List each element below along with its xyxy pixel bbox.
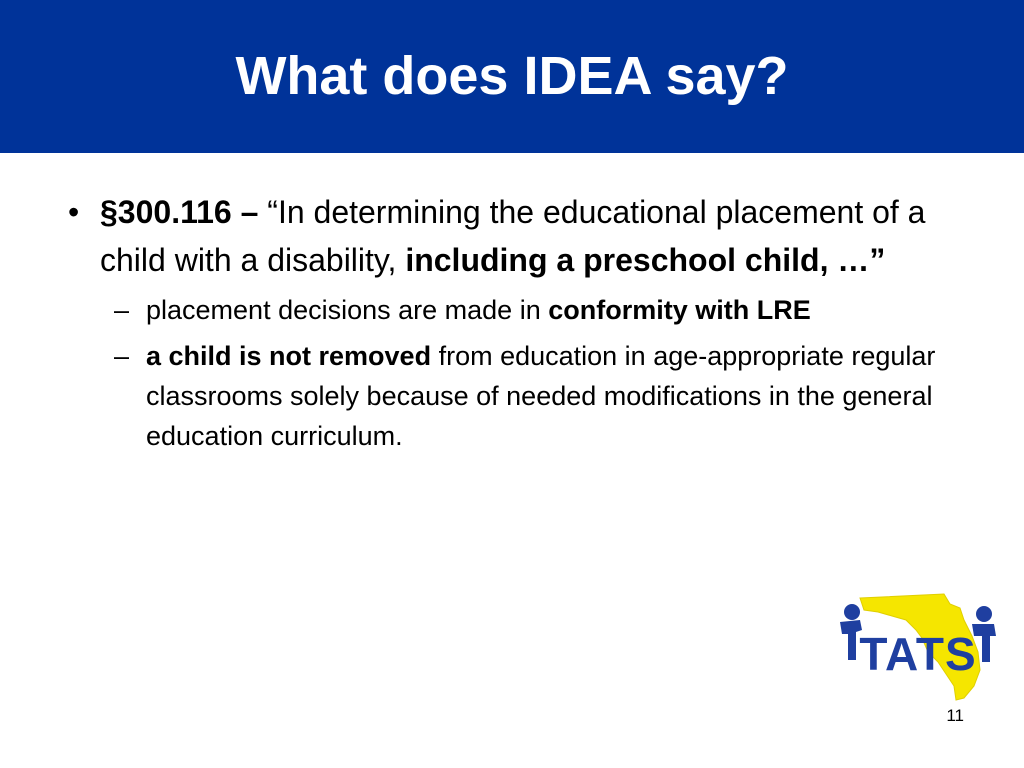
- sub-bullet-emphasis: conformity with LRE: [548, 295, 811, 325]
- dash-marker: –: [114, 295, 130, 325]
- slide-content: [64, 188, 944, 462]
- page-number: 11: [946, 706, 964, 725]
- sub-bullet-not-removed: [64, 336, 944, 456]
- bullet-marker: •: [68, 194, 80, 230]
- quote-emphasis: including a preschool child, …”: [405, 242, 886, 278]
- section-reference: §300.116 –: [100, 194, 259, 230]
- sub-bullet-text: from education in age-appropriate regular classrooms solely because of needed modifications in the general education curriculum.: [146, 341, 936, 451]
- dash-marker: –: [114, 341, 130, 371]
- logo-text: TATS: [859, 628, 977, 680]
- sub-bullet-list: [64, 290, 944, 456]
- tats-logo: [832, 590, 1002, 708]
- slide-title: What does IDEA say?: [235, 46, 789, 106]
- sub-bullet-text: placement decisions are made in: [146, 295, 549, 325]
- title-bar: [0, 0, 1024, 153]
- sub-bullet-emphasis: a child is not removed: [146, 341, 432, 371]
- main-bullet: [64, 188, 944, 284]
- quote-text: “In determining the educational placement of a child with a disability,: [100, 194, 926, 278]
- sub-bullet-lre: [64, 290, 944, 330]
